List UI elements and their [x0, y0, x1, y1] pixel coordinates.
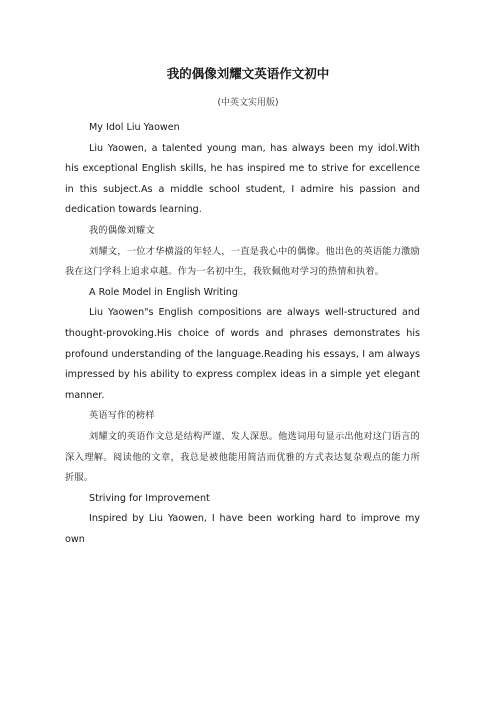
paragraph-english-1: Liu Yaowen, a talented young man, has always been my idol.With his exceptional English skills, he has inspired me to strive for excellence in this subject.As a middle school student, I admire his passion and dedication towards learning.	[65, 142, 420, 216]
paragraph-chinese-2: 刘耀文的英语作文总是结构严谨、发人深思。他选词用句显示出他对这门语言的深入理解。阅读他的文章，我总是被他能用简洁而优雅的方式表达复杂观点的能力所折服。	[65, 430, 420, 484]
document-subtitle: (中英文实用版)	[217, 98, 279, 108]
heading-english-3: Striving for Improvement	[89, 492, 210, 504]
paragraph-english-3: Inspired by Liu Yaowen, I have been working hard to improve my own	[65, 513, 420, 545]
heading-chinese-1: 我的偶像刘耀文	[89, 224, 155, 236]
heading-english-2: A Role Model in English Writing	[89, 286, 238, 298]
document-body	[65, 118, 420, 550]
heading-chinese-2: 英语写作的榜样	[89, 410, 155, 422]
heading-english-1: My Idol Liu Yaowen	[89, 122, 180, 133]
paragraph-english-2: Liu Yaowen"s English compositions are always well-structured and thought-provoking.His choice of words and phrases demonstrates his profound understanding of the language.Reading his essays, I am always impressed by his ability to express complex ideas in a simple yet elegant manner.	[65, 307, 420, 401]
paragraph-chinese-1: 刘耀文，一位才华横溢的年轻人，一直是我心中的偶像。他出色的英语能力激励我在这门学科上追求卓越。作为一名初中生，我钦佩他对学习的热情和执着。	[65, 245, 420, 278]
document-title: 我的偶像刘耀文英语作文初中	[166, 66, 330, 81]
